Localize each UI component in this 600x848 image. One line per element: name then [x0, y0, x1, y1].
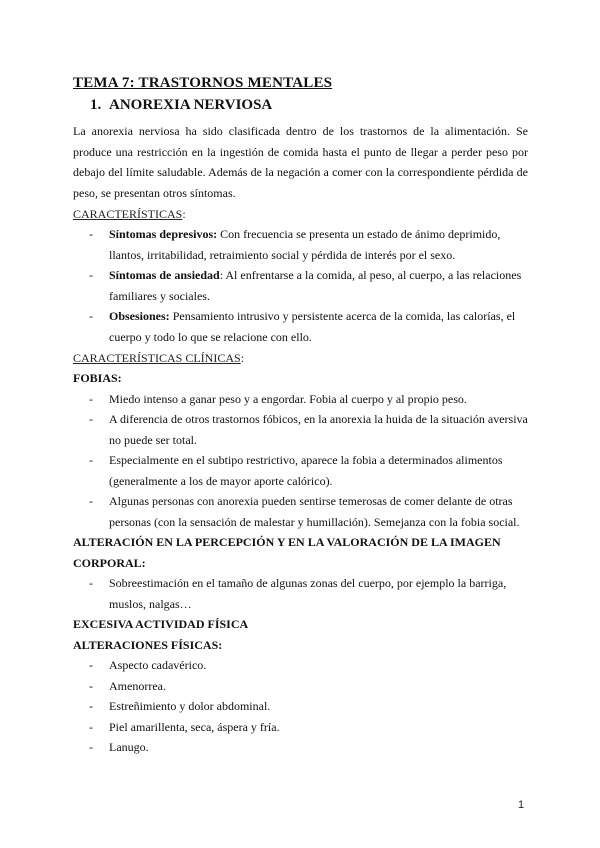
section-number: 1.	[90, 97, 102, 113]
section-title: ANOREXIA NERVIOSA	[109, 97, 273, 113]
list-item: - Aspecto cadavérico.	[89, 658, 207, 672]
list-item: - Síntomas depresivos: Con frecuencia se presenta un estado de ánimo deprimido, llantos, irritabilidad, retraimiento social y pérdida de interés por el sexo.	[89, 227, 501, 262]
list-item: - A diferencia de otros trastornos fóbicos, en la anorexia la huida de la situación aversiva no puede ser total.	[89, 412, 528, 447]
list-item: - Estreñimiento y dolor abdominal.	[89, 699, 271, 713]
page-number: 1	[518, 799, 525, 811]
intro-paragraph: La anorexia nerviosa ha sido clasificada dentro de los trastornos de la alimentación. Se produce una restricción en la ingestión de comida hasta el punto de llegar a perder peso por debajo del límite saludable. Además de la negación a comer con la correspondiente pérdida de peso, se presentan otros síntomas.	[73, 124, 528, 200]
document-title: TEMA 7: TRASTORNOS MENTALES	[73, 75, 333, 91]
list-item: - Sobreestimación en el tamaño de algunas zonas del cuerpo, por ejemplo la barriga, muslos, nalgas…	[89, 576, 507, 611]
page-content	[73, 72, 528, 758]
list-item: - Obsesiones: Pensamiento intrusivo y persistente acerca de la comida, las calorías, el cuerpo y todo lo que se relacione con ello.	[89, 309, 516, 344]
clinicas-heading: CARACTERÍSTICAS CLÍNICAS:	[73, 351, 245, 365]
fobias-heading: FOBIAS:	[73, 371, 122, 385]
section-heading	[73, 94, 528, 116]
fobias-list	[73, 389, 528, 533]
percepcion-list	[73, 573, 528, 614]
caracteristicas-heading: CARACTERÍSTICAS:	[73, 207, 186, 221]
list-item: - Amenorrea.	[89, 678, 166, 693]
caracteristicas-list	[73, 224, 528, 347]
list-item: - Especialmente en el subtipo restrictivo, aparece la fobia a determinados alimentos (generalmente a los de mayor aporte calórico).	[89, 453, 503, 488]
list-item: - Miedo intenso a ganar peso y a engordar. Fobia al cuerpo y al propio peso.	[89, 391, 467, 406]
fisicas-list	[73, 655, 528, 758]
percepcion-heading: ALTERACIÓN EN LA PERCEPCIÓN Y EN LA VALORACIÓN DE LA IMAGEN CORPORAL:	[73, 535, 501, 570]
list-item: - Algunas personas con anorexia pueden sentirse temerosas de comer delante de otras personas (con la sensación de malestar y humillación). Semejanza con la fobia social.	[89, 494, 520, 529]
list-item: - Síntomas de ansiedad: Al enfrentarse a la comida, al peso, al cuerpo, a las relaciones familiares y sociales.	[89, 268, 522, 303]
fisicas-heading: ALTERACIONES FÍSICAS:	[73, 637, 223, 652]
list-item: - Lanugo.	[89, 740, 149, 754]
actividad-heading: EXCESIVA ACTIVIDAD FÍSICA	[73, 617, 249, 631]
list-item: - Piel amarillenta, seca, áspera y fría.	[89, 719, 280, 734]
